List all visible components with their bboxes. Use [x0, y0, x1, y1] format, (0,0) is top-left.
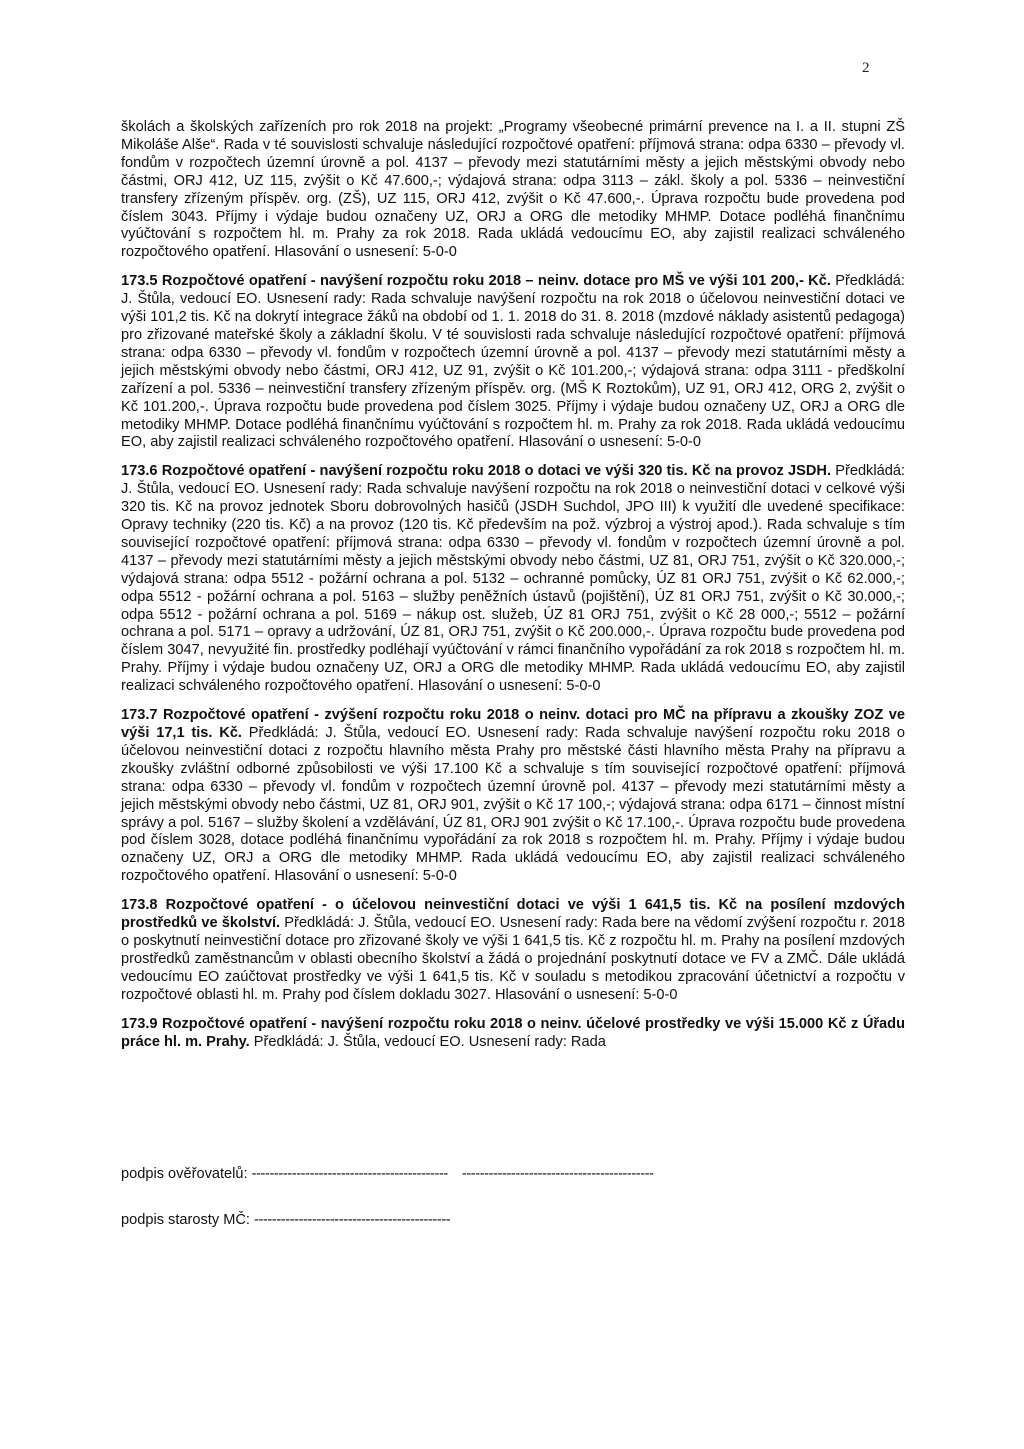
section-heading: 173.8 Rozpočtové opatření - o účelovou neinvestiční dotaci ve výši 1 641,5 tis. Kč na posílení mzdových prostředků ve školství.	[121, 897, 905, 932]
section-heading: 173.6 Rozpočtové opatření - navýšení rozpočtu roku 2018 o dotaci ve výši 320 tis. Kč na provoz JSDH.	[121, 463, 832, 480]
section-body: Předkládá: J. Štůla, vedoucí EO. Usnesení rady: Rada schvaluje navýšení rozpočtu roku 2018 o účelovou neinvestiční dotaci z rozpočtu hlavního města Prahy pro městské části hlavního města Prahy na přípravu a zkoušky zvláštní odborné způsobilosti ve výši 17.100 Kč a schvaluje s tím související rozpočtové opatření: příjmová strana: odpa 6330 – převody vl. fondům v rozpočtech územní úrovně pol. 4137 – převody mezi statutárními městy a jejich městskými obvody nebo částmi, UZ 81, ORJ 901, zvýšit o Kč 17 100,-; výdajová strana: odpa 6171 – činnost místní správy a pol. 5167 – služby školení a vzdělávání, ÚZ 81, ORJ 901 zvýšit o Kč 17.100,-. Úprava rozpočtu bude provedena pod číslem 3028, dotace podléhá finančnímu vypořádání za rok 2018 s rozpočtem hl. m. Prahy. Příjmy i výdaje budou označeny UZ, ORJ a ORG dle metodiky MHMP. Rada ukládá vedoucímu EO, aby zajistil realizaci schváleného rozpočtového opatření. Hlasování o usnesení: 5-0-0	[121, 725, 905, 885]
page-number: 2	[862, 60, 870, 76]
section-173-9	[121, 1016, 905, 1052]
section-body: Předkládá: J. Štůla, vedoucí EO. Usnesení rady: Rada bere na vědomí zvýšení rozpočtu r. 2018 o poskytnutí neinvestiční dotace pro zřizované školy ve výši 1 641,5 tis. Kč z rozpočtu hl. m. Prahy na posílení mzdových prostředků zaměstnancům v oblasti obecního školství a žádá o projednání poskytnutí dotace ve FV a ZMČ. Dále ukládá vedoucímu EO zaúčtovat prostředky ve výši 1 641,5 tis. Kč v souladu s metodikou zpracování účetnictví a rozpočtu v rozpočtové oblasti hl. m. Prahy pod číslem dokladu 3027. Hlasování o usnesení: 5-0-0	[121, 915, 905, 1003]
section-173-5	[121, 273, 905, 452]
page-content	[121, 119, 905, 1051]
verifiers-signature-line-2: -------------------------------------------	[461, 1166, 654, 1182]
verifiers-signature-row	[121, 1165, 905, 1183]
section-173-7	[121, 707, 905, 886]
section-body: Předkládá: J. Štůla, vedoucí EO. Usnesení rady: Rada schvaluje navýšení rozpočtu na rok 2018 o neinvestiční dotaci v celkové výši 320 tis. Kč na provoz jednotek Sboru dobrovolných hasičů (JSDH Suchdol, JPO III) k využití dle uvedené specifikace: Opravy techniky (220 tis. Kč) a na provoz (120 tis. Kč především na pož. výzbroj a výstroj apod.). Rada schvaluje s tím související rozpočtové opatření: příjmová strana: odpa 6330 – převody vl. fondům v rozpočtech územní úrovně a pol. 4137 – převody mezi statutárními městy a jejich městskými obvody nebo částmi, UZ 81, ORJ 751, zvýšit o Kč 320.000,-; výdajová strana: odpa 5512 - požární ochrana a pol. 5132 – ochranné pomůcky, ÚZ 81 ORJ 751, zvýšit o Kč 62.000,-; odpa 5512 - požární ochrana a pol. 5163 – služby peněžních ústavů (pojištění), ÚZ 81 ORJ 751, zvýšit o Kč 30.000,-; odpa 5512 - požární ochrana a pol. 5169 – nákup ost. služeb, ÚZ 81 ORJ 751, zvýšit o Kč 28 000,-; 5512 – požární ochrana a pol. 5171 – opravy a udržování, ÚZ 81, ORJ 751, zvýšit o Kč 200.000,-. Úprava rozpočtu bude provedena pod číslem 3047, nevyužité fin. prostředky podléhají vyúčtování v rámci finančního vypořádání za rok 2018 s rozpočtem hl. m. Prahy. Příjmy i výdaje budou označeny UZ, ORJ a ORG dle metodiky MHMP. Rada ukládá vedoucímu EO, aby zajistil realizaci schváleného rozpočtového opatření. Hlasování o usnesení: 5-0-0	[121, 463, 906, 695]
mayor-signature-row	[121, 1211, 905, 1229]
section-heading: 173.9 Rozpočtové opatření - navýšení rozpočtu roku 2018 o neinv. účelové prostředky ve výši 15.000 Kč z Úřadu práce hl. m. Prahy.	[121, 1015, 905, 1050]
mayor-signature-line: --------------------------------------------	[254, 1212, 451, 1228]
mayor-signature-label: podpis starosty MČ:	[121, 1212, 250, 1228]
section-heading: 173.7 Rozpočtové opatření - zvýšení rozpočtu roku 2018 o neinv. dotaci pro MČ na přípravu a zkoušky ZOZ ve výši 17,1 tis. Kč.	[121, 707, 905, 741]
intro-paragraph: školách a školských zařízeních pro rok 2018 na projekt: „Programy všeobecné primární prevence na I. a II. stupni ZŠ Mikoláše Alše“. Rada v té souvislosti schvaluje následující rozpočtové opatření: příjmová strana: odpa 6330 – převody vl. fondům v rozpočtech územní úrovně a pol. 4137 – převody mezi statutárními městy a jejich městskými obvody nebo částmi, ORJ 412, UZ 115, zvýšit o Kč 47.600,-; výdajová strana: odpa 3113 – zákl. školy a pol. 5336 – neinvestiční transfery zřízeným příspěv. org. (ZŠ), UZ 115, ORJ 412, zvýšit o Kč 47.600,-. Úprava rozpočtu bude provedena pod číslem 3043. Příjmy i výdaje budou označeny UZ, ORJ a ORG dle metodiky MHMP. Dotace podléhá finančnímu vyúčtování s rozpočtem hl. m. Prahy za rok 2018. Rada ukládá vedoucímu EO, aby zajistil realizaci schváleného rozpočtového opatření. Hlasování o usnesení: 5-0-0	[121, 119, 905, 261]
verifiers-signature-line-1: --------------------------------------------	[251, 1166, 448, 1182]
verifiers-signature-label: podpis ověřovatelů:	[121, 1166, 248, 1182]
section-body: Předkládá: J. Štůla, vedoucí EO. Usnesení rady: Rada schvaluje navýšení rozpočtu na rok 2018 o účelovou neinvestiční dotaci ve výši 101,2 tis. Kč na dokrytí integrace žáků na období od 1. 1. 2018 do 31. 8. 2018 (mzdové náklady asistentů pedagoga) pro zřizované mateřské školy a základní školu. V té souvislosti rada schvaluje následující rozpočtové opatření: příjmová strana: odpa 6330 – převody vl. fondům v rozpočtech územní úrovně a pol. 4137 – převody mezi statutárními městy a jejich městskými obvody nebo částmi, ORJ 412, UZ 91, zvýšit o Kč 101.200,-; výdajová strana: odpa 3111 - předškolní zařízení a pol. 5336 – neinvestiční transfery zřízeným příspěv. org. (MŠ K Roztokům), UZ 91, ORJ 412, ORG 2, zvýšit o Kč 101.200,-. Úprava rozpočtu bude provedena pod číslem 3025. Příjmy i výdaje budou označeny UZ, ORJ a ORG dle metodiky MHMP. Dotace podléhá finančnímu vyúčtování s rozpočtem hl. m. Prahy za rok 2018. Rada ukládá vedoucímu EO, aby zajistil realizaci schváleného rozpočtového opatření. Hlasování o usnesení: 5-0-0	[121, 273, 905, 451]
section-173-8	[121, 897, 905, 1004]
signature-block	[121, 1165, 905, 1229]
section-173-6	[121, 463, 905, 696]
section-body: Předkládá: J. Štůla, vedoucí EO. Usnesení rady: Rada	[249, 1033, 606, 1050]
section-heading: 173.5 Rozpočtové opatření - navýšení rozpočtu roku 2018 – neinv. dotace pro MŠ ve výši 101 200,- Kč.	[121, 273, 831, 290]
